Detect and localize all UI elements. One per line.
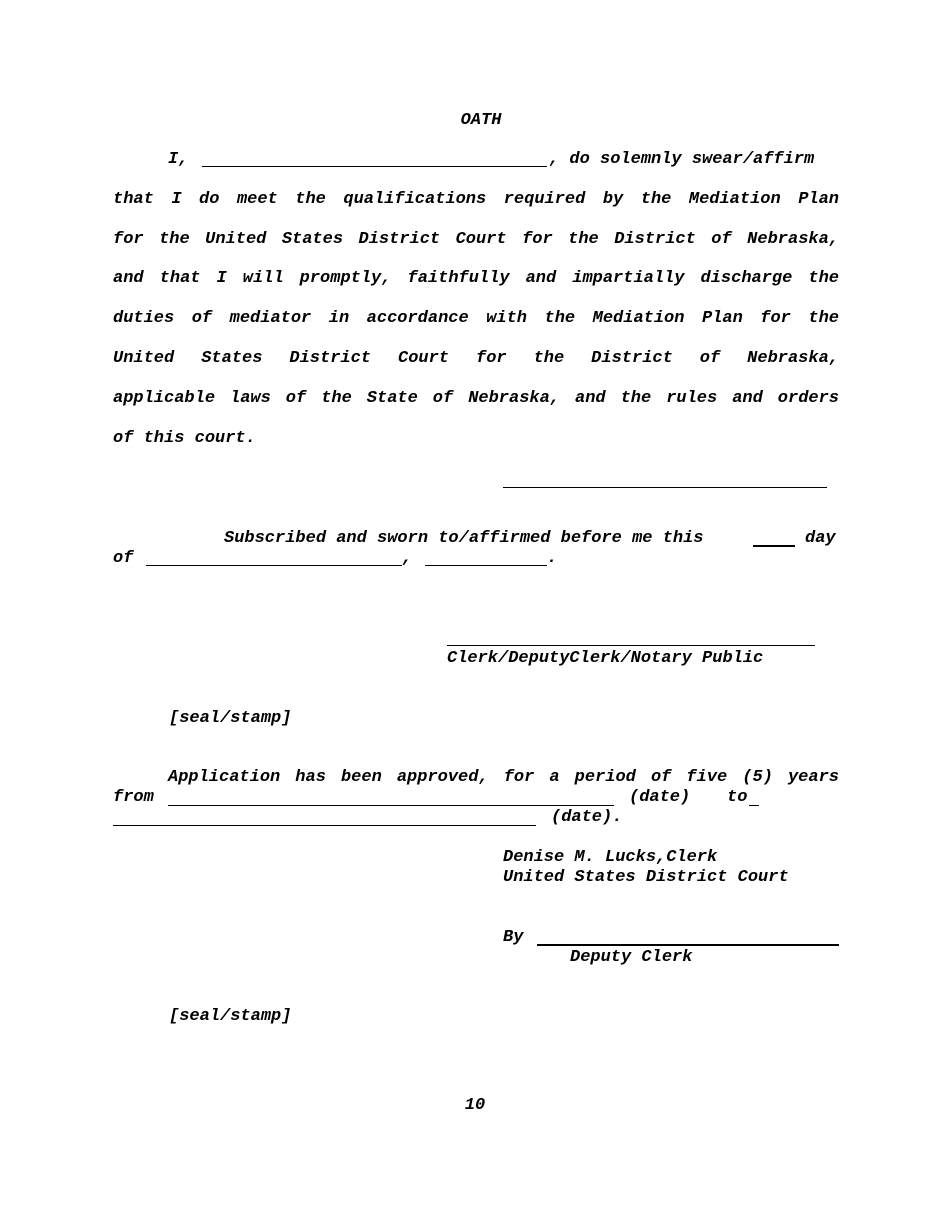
mediator-signature-line xyxy=(503,487,827,488)
oath-line-4: and that I will promptly, faithfully and impartially discharge the xyxy=(113,269,839,288)
period-mark: . xyxy=(547,549,558,568)
from-label: from xyxy=(113,788,154,807)
clerk-title: Clerk/DeputyClerk/Notary Public xyxy=(447,649,764,668)
notary-signature-line xyxy=(447,645,815,646)
oath-name-blank xyxy=(202,166,547,167)
by-label: By xyxy=(503,928,524,947)
to-label: to xyxy=(727,788,748,807)
seal-stamp-2: [seal/stamp] xyxy=(169,1007,292,1026)
day-label: day xyxy=(805,529,836,548)
year-blank xyxy=(425,565,547,566)
clerk-name: Denise M. Lucks,Clerk xyxy=(503,848,718,867)
from-date-blank xyxy=(168,805,614,806)
oath-line-8: of this court. xyxy=(113,429,256,448)
deputy-clerk-label: Deputy Clerk xyxy=(570,948,693,967)
page-number: 10 xyxy=(464,1096,486,1115)
comma-mark: , xyxy=(402,549,413,568)
date-label-1: (date) xyxy=(629,788,691,807)
oath-line-5: duties of mediator in accordance with the Mediation Plan for the xyxy=(113,309,839,328)
of-label: of xyxy=(113,549,134,568)
subscribed-text: Subscribed and sworn to/affirmed before me this xyxy=(224,529,704,548)
seal-stamp-1: [seal/stamp] xyxy=(169,709,292,728)
court-name: United States District Court xyxy=(503,868,789,887)
day-blank xyxy=(753,545,795,547)
to-date-blank-start xyxy=(749,805,759,806)
oath-prefix: I, xyxy=(168,150,189,169)
oath-line-1-suffix: , do solemnly swear/affirm xyxy=(549,150,815,169)
oath-line-1 xyxy=(168,150,188,170)
oath-line-3: for the United States District Court for the District of Nebraska, xyxy=(113,230,839,249)
oath-line-2: that I do meet the qualifications required by the Mediation Plan xyxy=(113,190,839,209)
month-blank xyxy=(146,565,402,566)
approval-line-1: Application has been approved, for a period of five (5) years xyxy=(168,768,839,787)
oath-line-6: United States District Court for the District of Nebraska, xyxy=(113,349,839,368)
oath-line-7: applicable laws of the State of Nebraska, and the rules and orders xyxy=(113,389,839,408)
to-date-blank xyxy=(113,825,536,826)
date-label-2: (date). xyxy=(551,808,623,827)
page-title: OATH xyxy=(460,111,502,130)
deputy-signature-line xyxy=(537,944,839,946)
